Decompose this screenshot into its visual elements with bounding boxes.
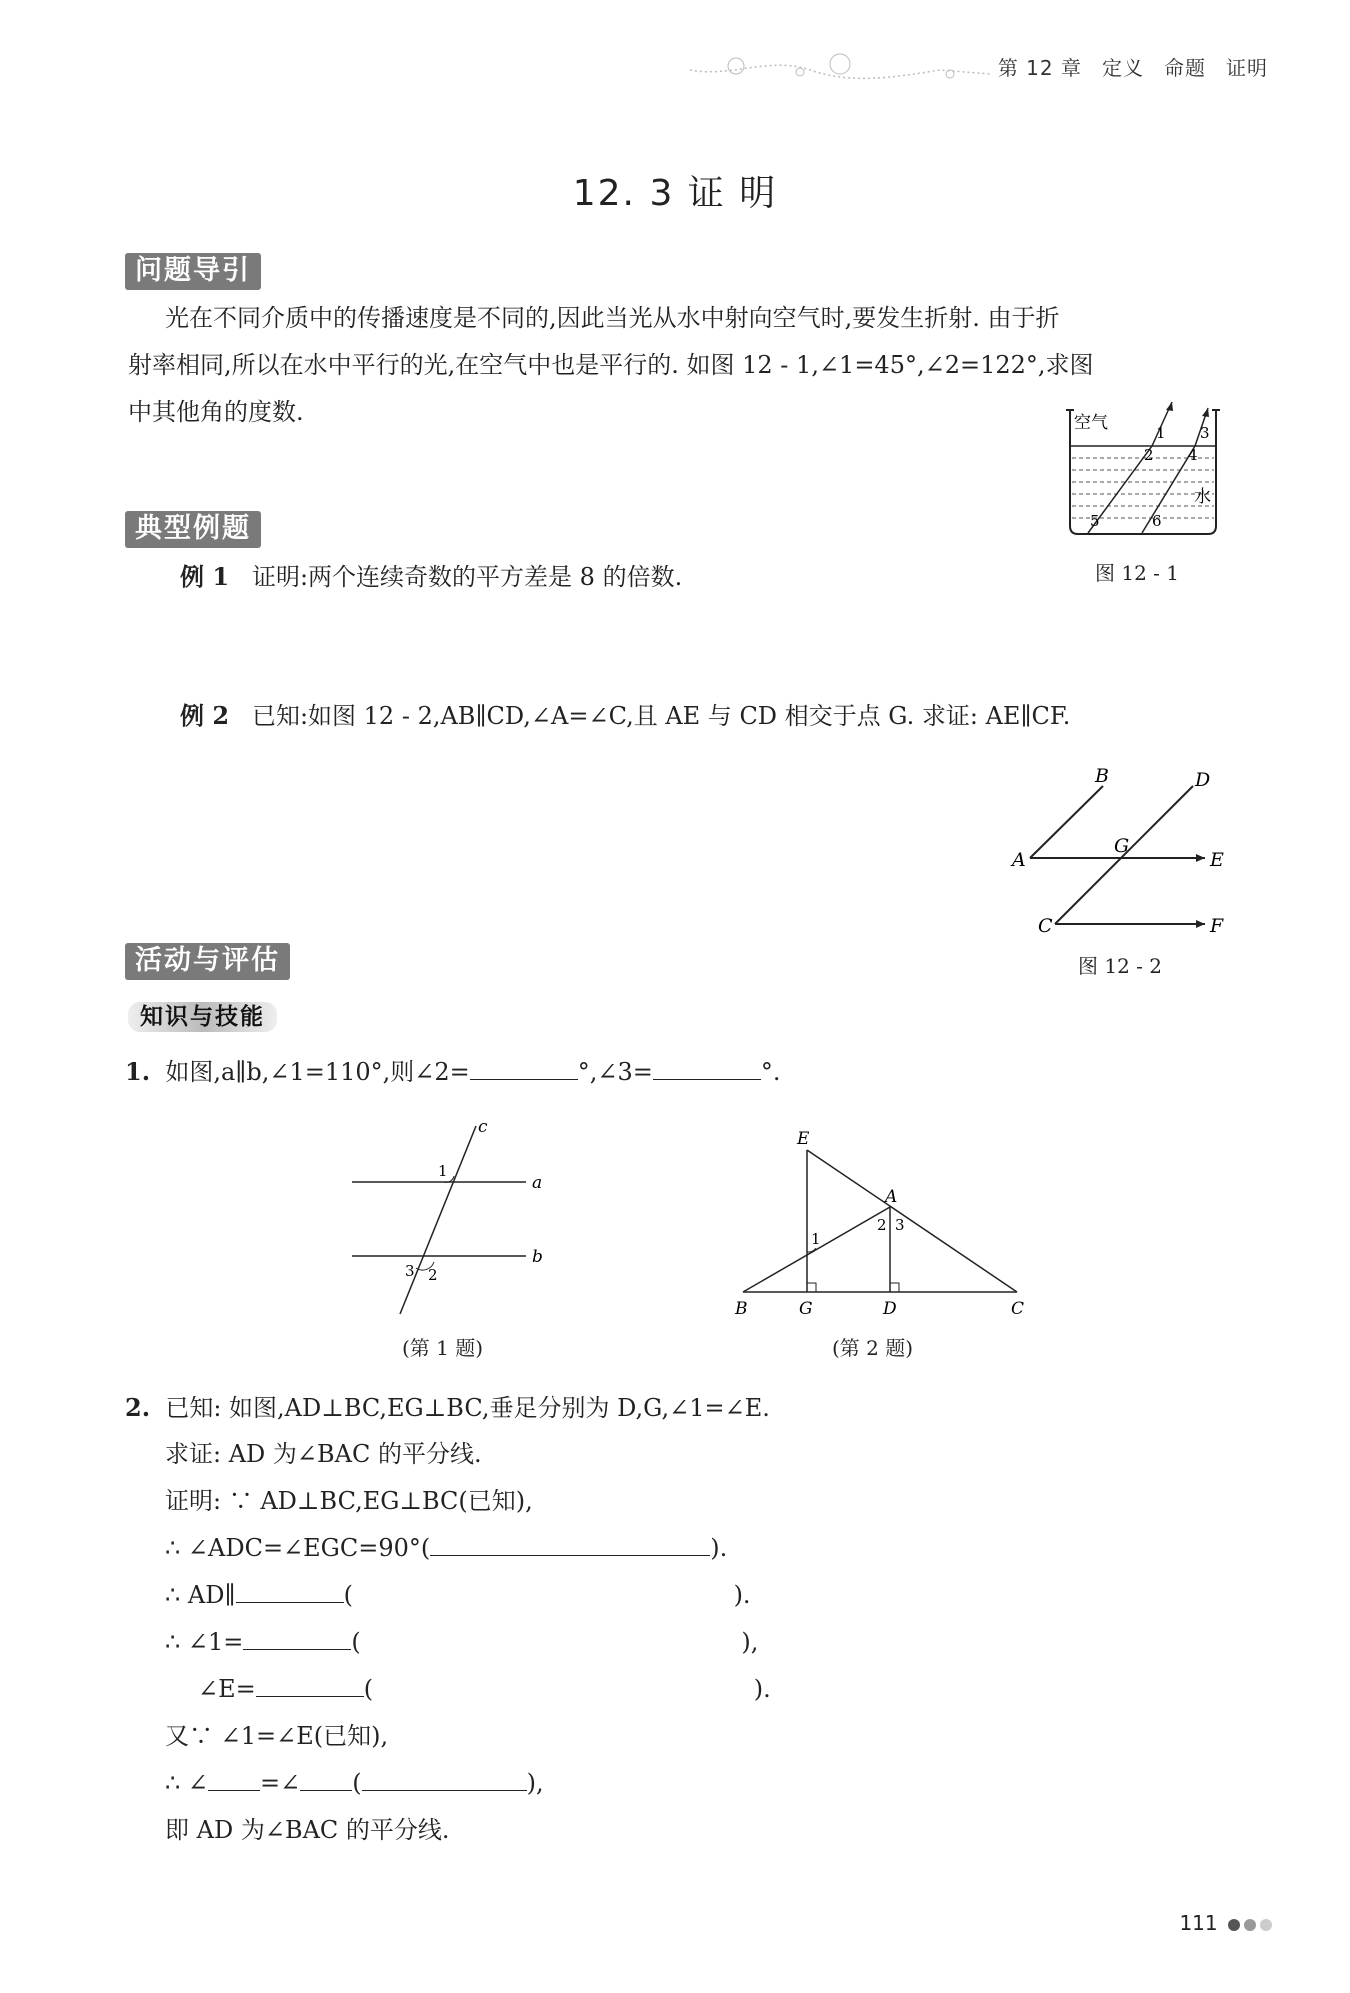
intro-line-1: 光在不同介质中的传播速度是不同的,因此当光从水中射向空气时,要发生折射. 由于折: [165, 304, 1060, 332]
page-number: [1179, 1911, 1272, 1935]
question-1-figure: [340, 1118, 560, 1318]
header-item-3: 证明: [1226, 56, 1268, 80]
proof-line-1: 证明: ∵ AD⊥BC,EG⊥BC(已知),: [165, 1487, 533, 1515]
q1-fig-label-c: c: [478, 1118, 488, 1137]
example-1-text: 证明:两个连续奇数的平方差是 8 的倍数.: [251, 563, 683, 591]
figure-12-1-caption: 图 12 - 1: [1095, 561, 1180, 585]
proof-line-7-end: ),: [526, 1769, 544, 1797]
subsection-tag-skills: 知识与技能: [128, 1002, 277, 1032]
q2-fig-angle-1: 1: [811, 1230, 821, 1248]
intro-line-2: 射率相同,所以在水中平行的光,在空气中也是平行的. 如图 12 - 1,∠1=45°,∠2=122°,求图: [128, 351, 1094, 379]
fig2-label-D: D: [1195, 769, 1211, 791]
q1-fig-label-b: b: [532, 1247, 543, 1267]
fig1-angle-6: 6: [1152, 512, 1162, 530]
example-2-text: 已知:如图 12 - 2,AB∥CD,∠A=∠C,且 AE 与 CD 相交于点 G. 求证: AE∥CF.: [251, 702, 1071, 730]
question-1-blank-1[interactable]: [470, 1057, 578, 1080]
question-2-given: 已知: 如图,AD⊥BC,EG⊥BC,垂足分别为 D,G,∠1=∠E.: [165, 1394, 770, 1422]
page-title: 12. 3 证 明: [572, 173, 778, 214]
example-1-label: 例 1: [180, 562, 230, 591]
proof-line-3: [165, 1572, 751, 1619]
question-1-figure-caption: (第 1 题): [402, 1336, 484, 1360]
proof-line-3-text: ∴ AD∥: [165, 1581, 236, 1609]
question-2-prove: 求证: AD 为∠BAC 的平分线.: [165, 1440, 482, 1468]
proof-line-7-open: (: [352, 1769, 362, 1797]
fig1-angle-5: 5: [1090, 512, 1100, 530]
q1-fig-angle-1: 1: [438, 1162, 448, 1180]
question-1-middle: °,∠3=: [577, 1058, 653, 1086]
fig1-angle-1: 1: [1156, 424, 1166, 442]
fig1-angle-2: 2: [1144, 446, 1154, 464]
section-tag-examples: 典型例题: [125, 511, 261, 548]
fig2-label-E: E: [1210, 849, 1224, 871]
question-1-suffix: °.: [760, 1058, 781, 1086]
question-1-number: 1.: [125, 1057, 151, 1086]
proof-blank-angle-b[interactable]: [300, 1768, 352, 1791]
question-1-blank-2[interactable]: [653, 1057, 761, 1080]
q2-fig-label-C: C: [1011, 1299, 1025, 1318]
fig1-air-label: 空气: [1074, 413, 1108, 433]
proof-line-2: [165, 1525, 727, 1572]
proof-conclusion: 即 AD 为∠BAC 的平分线.: [165, 1816, 450, 1844]
proof-blank-angle-E[interactable]: [256, 1674, 364, 1697]
proof-line-7: [165, 1760, 544, 1807]
q1-fig-angle-3: 3: [405, 1262, 415, 1280]
fig2-label-B: B: [1095, 765, 1109, 787]
q1-fig-label-a: a: [532, 1173, 543, 1193]
question-1-prefix: 如图,a∥b,∠1=110°,则∠2=: [165, 1058, 470, 1086]
page-dot-icon: [1244, 1919, 1256, 1931]
proof-line-2-end: ).: [710, 1534, 728, 1562]
proof-line-7-text: ∴ ∠: [165, 1769, 209, 1797]
figure-12-1: [1060, 398, 1240, 548]
proof-line-7-eq: =∠: [260, 1769, 301, 1797]
q2-fig-label-D: D: [883, 1299, 897, 1318]
page-dot-icon: [1260, 1919, 1272, 1931]
header-item-2: 命题: [1164, 56, 1206, 80]
proof-blank-reason-1[interactable]: [430, 1533, 710, 1556]
header-chapter: 第 12 章: [997, 56, 1082, 80]
proof-line-4: [165, 1619, 758, 1666]
question-2-number: 2.: [125, 1393, 151, 1422]
proof-line-5-end: ).: [753, 1675, 771, 1703]
q2-fig-label-E: E: [797, 1129, 810, 1149]
header-item-1: 定义: [1102, 56, 1144, 80]
fig2-label-A: A: [1012, 849, 1026, 871]
fig1-angle-4: 4: [1188, 446, 1198, 464]
proof-line-5-open: (: [363, 1675, 374, 1703]
q1-fig-angle-2: 2: [428, 1266, 438, 1284]
fig1-water-label: 水: [1194, 487, 1211, 507]
figure-12-2-caption: 图 12 - 2: [1078, 954, 1163, 978]
fig2-label-F: F: [1210, 915, 1224, 937]
example-2-label: 例 2: [180, 701, 230, 730]
section-tag-activities: 活动与评估: [125, 943, 290, 980]
proof-blank-reason-2[interactable]: [362, 1768, 527, 1791]
intro-line-3: 中其他角的度数.: [128, 398, 304, 426]
q2-fig-angle-3: 3: [895, 1216, 905, 1234]
page-dot-icon: [1228, 1919, 1240, 1931]
proof-blank-angle-a[interactable]: [208, 1768, 260, 1791]
header-decoration: [690, 48, 990, 88]
proof-line-4-end: ),: [741, 1628, 759, 1656]
running-header: [978, 52, 1268, 81]
question-2-figure-caption: (第 2 题): [832, 1336, 914, 1360]
q2-fig-label-G: G: [799, 1299, 813, 1318]
q2-fig-label-A: A: [885, 1187, 898, 1207]
q2-fig-angle-2: 2: [877, 1216, 887, 1234]
fig2-label-G: G: [1114, 835, 1130, 857]
page-number-text: 111: [1179, 1911, 1218, 1935]
proof-line-2-text: ∴ ∠ADC=∠EGC=90°(: [165, 1534, 431, 1562]
q2-fig-label-B: B: [735, 1299, 748, 1318]
proof-line-4-text: ∴ ∠1=: [165, 1628, 244, 1656]
proof-line-4-open: (: [351, 1628, 361, 1656]
proof-blank-parallel[interactable]: [236, 1580, 344, 1603]
proof-line-6: 又∵ ∠1=∠E(已知),: [165, 1722, 389, 1750]
proof-line-5-text: ∠E=: [198, 1675, 256, 1703]
fig1-angle-3: 3: [1200, 424, 1210, 442]
proof-line-3-open: (: [343, 1581, 353, 1609]
proof-blank-angle-1[interactable]: [243, 1627, 351, 1650]
figure-12-2: [1010, 758, 1240, 938]
proof-line-5: [198, 1666, 771, 1713]
proof-line-3-end: ).: [733, 1581, 751, 1609]
fig2-label-C: C: [1038, 915, 1053, 937]
section-tag-intro: 问题导引: [125, 253, 261, 290]
question-2-figure: [725, 1128, 1035, 1318]
